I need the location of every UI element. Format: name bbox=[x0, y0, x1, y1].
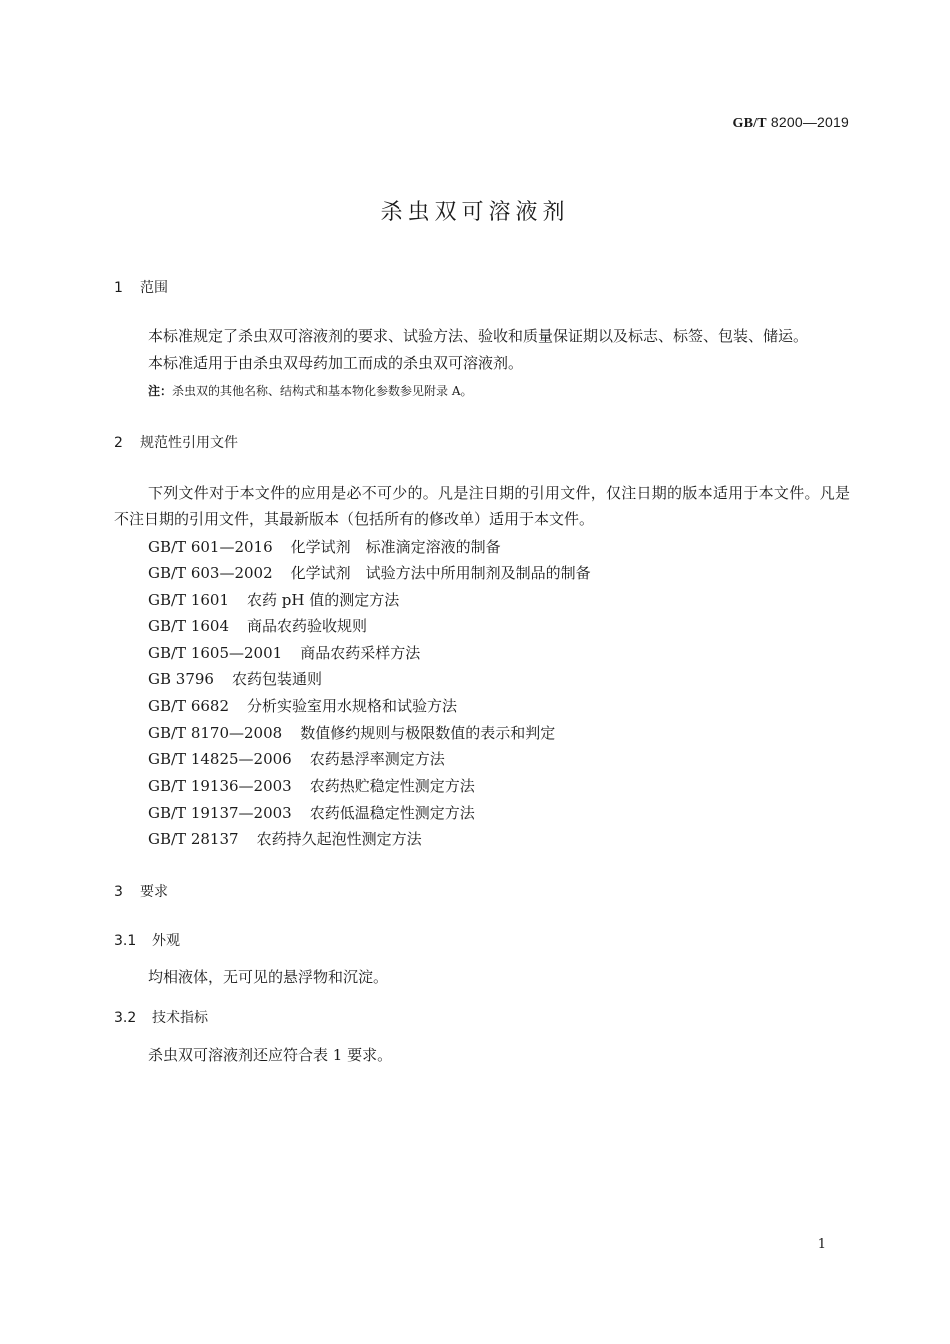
note-text: 杀虫双的其他名称、结构式和基本物化参数参见附录 A。 bbox=[172, 384, 473, 398]
reference-code: GB/T 8170—2008 bbox=[148, 724, 283, 742]
subsection-title: 外观 bbox=[152, 933, 180, 949]
reference-name: 商品农药采样方法 bbox=[300, 644, 421, 662]
reference-code: GB/T 1604 bbox=[148, 617, 230, 635]
reference-code: GB/T 6682 bbox=[148, 697, 230, 715]
note-label: 注： bbox=[148, 384, 173, 398]
reference-item bbox=[148, 536, 501, 557]
section-1-heading bbox=[114, 277, 168, 297]
reference-item bbox=[148, 748, 445, 769]
subsection-3-2-heading bbox=[114, 1007, 208, 1027]
subsection-title: 技术指标 bbox=[152, 1010, 208, 1026]
reference-name: 化学试剂 标准滴定溶液的制备 bbox=[290, 538, 501, 556]
reference-item bbox=[148, 589, 399, 610]
scope-paragraph-1: 本标准规定了杀虫双可溶液剂的要求、试验方法、验收和质量保证期以及标志、标签、包装、储运。 bbox=[148, 327, 809, 345]
reference-code: GB/T 19137—2003 bbox=[148, 804, 292, 822]
section-number: 1 bbox=[114, 280, 123, 296]
reference-code: GB/T 603—2002 bbox=[148, 564, 273, 582]
reference-item bbox=[148, 668, 322, 689]
subsection-number: 3.2 bbox=[114, 1010, 137, 1026]
reference-code: GB/T 28137 bbox=[148, 830, 239, 848]
section-title: 范围 bbox=[140, 280, 168, 296]
reference-name: 农药热贮稳定性测定方法 bbox=[309, 777, 475, 795]
scope-paragraph-2: 本标准适用于由杀虫双母药加工而成的杀虫双可溶液剂。 bbox=[148, 354, 524, 372]
reference-item bbox=[148, 615, 367, 636]
reference-item bbox=[148, 562, 591, 583]
subsection-number: 3.1 bbox=[114, 933, 137, 949]
reference-item bbox=[148, 802, 475, 823]
reference-name: 化学试剂 试验方法中所用制剂及制品的制备 bbox=[290, 564, 591, 582]
reference-code: GB/T 19136—2003 bbox=[148, 777, 292, 795]
section-title: 规范性引用文件 bbox=[140, 435, 238, 451]
reference-item bbox=[148, 695, 457, 716]
subsection-3-1-heading bbox=[114, 930, 180, 950]
section-3-heading bbox=[114, 881, 168, 901]
scope-note bbox=[148, 382, 473, 399]
reference-item bbox=[148, 722, 555, 743]
reference-code: GB/T 14825—2006 bbox=[148, 750, 292, 768]
standard-prefix: GB/T bbox=[732, 116, 767, 131]
page-number: 1 bbox=[817, 1237, 826, 1252]
reference-code: GB/T 1605—2001 bbox=[148, 644, 283, 662]
reference-name: 农药 pH 值的测定方法 bbox=[247, 591, 400, 609]
reference-code: GB/T 601—2016 bbox=[148, 538, 273, 556]
section-2-heading bbox=[114, 432, 238, 452]
reference-item bbox=[148, 642, 420, 663]
reference-code: GB 3796 bbox=[148, 670, 214, 688]
section-number: 3 bbox=[114, 884, 123, 900]
references-intro: 下列文件对于本文件的应用是必不可少的。凡是注日期的引用文件，仅注日期的版本适用于本文件。凡是不注日期的引用文件，其最新版本（包括所有的修改单）适用于本文件。 bbox=[114, 484, 850, 528]
standard-code-header bbox=[733, 114, 849, 132]
reference-name: 商品农药验收规则 bbox=[247, 617, 368, 635]
reference-item bbox=[148, 828, 422, 849]
reference-item bbox=[148, 775, 475, 796]
section-number: 2 bbox=[114, 435, 123, 451]
reference-name: 分析实验室用水规格和试验方法 bbox=[247, 697, 458, 715]
appearance-text: 均相液体，无可见的悬浮物和沉淀。 bbox=[148, 968, 389, 986]
reference-name: 农药低温稳定性测定方法 bbox=[309, 804, 475, 822]
technical-indicators-text: 杀虫双可溶液剂还应符合表 1 要求。 bbox=[148, 1046, 393, 1064]
reference-name: 农药包装通则 bbox=[231, 670, 322, 688]
reference-name: 数值修约规则与极限数值的表示和判定 bbox=[300, 724, 556, 742]
reference-name: 农药持久起泡性测定方法 bbox=[256, 830, 422, 848]
section-title: 要求 bbox=[140, 884, 168, 900]
standard-number: 8200—2019 bbox=[770, 114, 849, 130]
reference-code: GB/T 1601 bbox=[148, 591, 230, 609]
document-title: 杀虫双可溶液剂 bbox=[380, 200, 570, 225]
reference-name: 农药悬浮率测定方法 bbox=[309, 750, 445, 768]
